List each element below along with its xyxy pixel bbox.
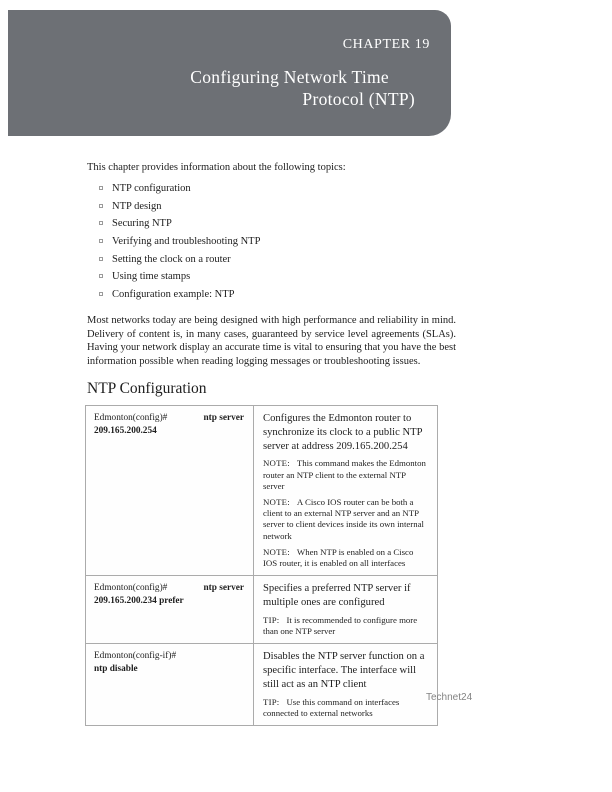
topic-label: Configuration example: NTP [112,288,235,300]
tip-body: It is recommended to configure more than one NTP server [263,614,418,637]
note-body: This command makes the Edmonton router an NTP client to the external NTP server [263,458,426,491]
note-text [263,547,429,569]
tip-body: Use this command on interfaces connected to external networks [263,696,400,718]
list-item [99,268,419,286]
note-text [263,458,429,492]
command-table [85,405,438,726]
topic-list [99,180,419,303]
list-item [99,286,419,304]
chapter-title-line1: Configuring Network Time [190,67,389,87]
cli-command-arg: 209.165.200.234 prefer [94,596,184,607]
square-bullet-icon [99,186,103,190]
command-cell [86,644,254,725]
cli-command: ntp server [203,413,244,423]
command-line [94,650,244,663]
command-line [94,582,244,595]
command-description: Configures the Edmonton router to synchronize its clock to a public NTP server at address 209.165.200.254 [263,413,423,452]
square-bullet-icon [99,204,103,208]
note-label: NOTE: [263,546,290,557]
chapter-banner [8,10,451,136]
watermark-text: Technet24 [426,692,473,703]
square-bullet-icon [99,257,103,261]
list-item [99,180,419,198]
cli-command-arg: ntp disable [94,664,138,675]
topic-label: Securing NTP [112,218,172,230]
note-label: NOTE: [263,458,290,469]
command-description: Disables the NTP server function on a specific interface. The interface will still act as an NTP client [263,651,425,690]
list-item [99,198,419,216]
command-description: Specifies a preferred NTP server if multiple ones are configured [263,583,411,609]
cli-command: ntp server [203,583,244,594]
command-line [94,412,244,425]
note-label: NOTE: [263,497,290,507]
command-cell [86,576,254,643]
command-cell [86,406,254,575]
square-bullet-icon [99,274,103,278]
intro-paragraph: Most networks today are being designed with high performance and reliability in mind. Delivery of content is, in many cases, guaranteed by service level agreements (SLAs). Having your network display an accurate time is vital to ensuring that you have the best information possible when reading logging messages or troubleshooting issues. [87,315,456,367]
table-row [86,644,437,725]
note-body: When NTP is enabled on a Cisco IOS router, it is enabled on all interfaces [263,546,414,569]
chapter-label: CHAPTER 19 [342,37,430,52]
table-row [86,406,437,576]
list-item [99,233,419,251]
description-cell [254,406,437,575]
tip-label: TIP: [263,614,280,625]
intro-lead-text: This chapter provides information about the following topics: [87,162,346,173]
cli-prompt: Edmonton(config)# [94,413,168,423]
section-heading: NTP Configuration [87,380,207,397]
cli-command-arg: 209.165.200.254 [94,426,157,436]
square-bullet-icon [99,221,103,225]
tip-label: TIP: [263,696,280,707]
chapter-title-line2: Protocol (NTP) [302,89,415,109]
topic-label: Verifying and troubleshooting NTP [112,236,261,248]
description-cell [254,644,437,725]
description-cell [254,576,437,643]
note-body: A Cisco IOS router can be both a client to an external NTP server and an NTP server to client devices inside its own internal network [263,497,424,541]
table-row [86,576,437,644]
tip-text [263,697,429,719]
tip-text [263,615,429,637]
list-item [99,250,419,268]
topic-label: Setting the clock on a router [112,253,231,265]
topic-label: NTP design [112,200,162,212]
list-item [99,215,419,233]
topic-label: NTP configuration [112,183,191,195]
square-bullet-icon [99,239,103,243]
note-text [263,497,429,542]
cli-prompt: Edmonton(config)# [94,583,168,594]
square-bullet-icon [99,292,103,296]
cli-prompt: Edmonton(config-if)# [94,651,177,662]
topic-label: Using time stamps [112,271,191,283]
